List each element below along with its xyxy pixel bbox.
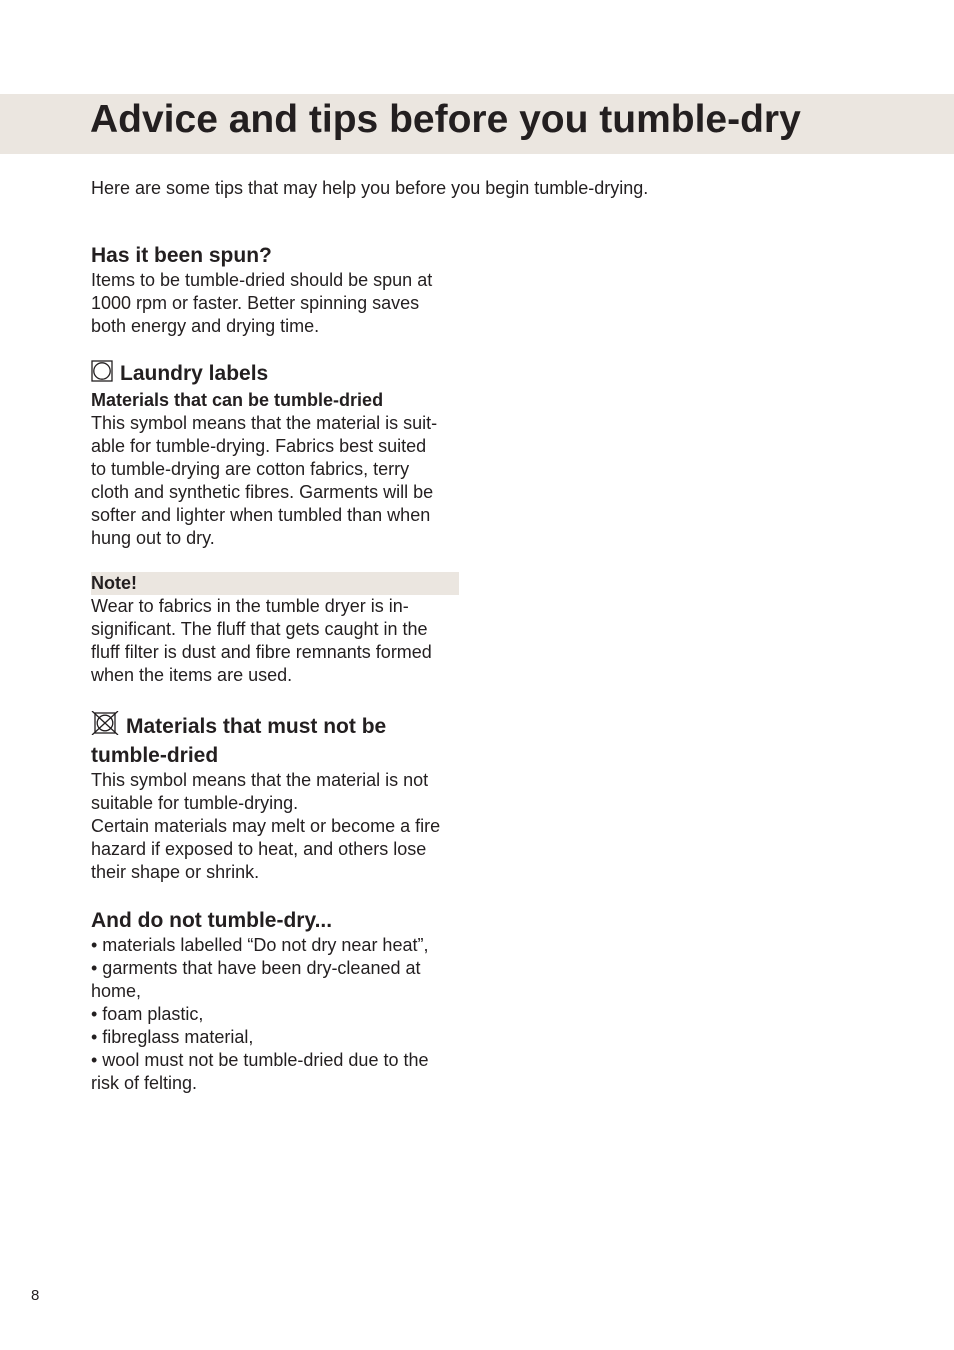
list-item: • materials labelled “Do not dry near heat”, (91, 935, 429, 955)
tumble-dry-allowed-icon (91, 360, 113, 389)
intro-text: Here are some tips that may help you before you begin tumble-drying. (91, 178, 649, 198)
page-number: 8 (31, 1287, 40, 1304)
body-line: to tumble-drying are cotton fabrics, terry (91, 459, 410, 479)
bullet-list (91, 934, 461, 1095)
page-title: Advice and tips before you tumble-dry (90, 98, 801, 141)
body-line: both energy and drying time. (91, 316, 320, 336)
body-line: cloth and synthetic fibres. Garments will be (91, 482, 434, 502)
do-not-tumble-dry-icon (91, 711, 119, 742)
note-heading: Note! (91, 572, 459, 595)
section-heading-continued: tumble-dried (91, 744, 219, 767)
body-line: suitable for tumble-drying. (91, 793, 299, 813)
body-line: fluff filter is dust and fibre remnants formed (91, 642, 432, 662)
section-spun (91, 242, 461, 338)
body-line: significant. The fluff that gets caught in the (91, 619, 428, 639)
section-heading: Has it been spun? (91, 244, 272, 267)
note-body (91, 595, 461, 687)
body-line: This symbol means that the material is suit- (91, 413, 438, 433)
body-line: Wear to fabrics in the tumble dryer is in- (91, 596, 409, 616)
body-line: Items to be tumble-dried should be spun at (91, 270, 433, 290)
body-line: 1000 rpm or faster. Better spinning saves (91, 293, 420, 313)
body-line: their shape or shrink. (91, 862, 260, 882)
section-heading: And do not tumble-dry... (91, 909, 333, 932)
body-line: able for tumble-drying. Fabrics best suited (91, 436, 427, 456)
body-line: softer and lighter when tumbled than when (91, 505, 431, 525)
list-item: risk of felting. (91, 1073, 198, 1093)
body-line: hazard if exposed to heat, and others lose (91, 839, 427, 859)
section-do-not-tumble-dry (91, 907, 461, 1095)
section-heading: Materials that must not be (126, 715, 387, 738)
list-item: • fibreglass material, (91, 1027, 254, 1047)
body-line: when the items are used. (91, 665, 293, 685)
section-laundry-labels (91, 360, 461, 550)
section-body (91, 769, 461, 884)
note-box (91, 572, 461, 687)
body-line: Certain materials may melt or become a fire (91, 816, 441, 836)
section-not-tumble-dried (91, 711, 461, 884)
section-body (91, 412, 461, 550)
section-subheading: Materials that can be tumble-dried (91, 390, 384, 410)
section-body (91, 269, 461, 338)
body-line: This symbol means that the material is not (91, 770, 429, 790)
body-line: hung out to dry. (91, 528, 215, 548)
list-item: • garments that have been dry-cleaned at (91, 958, 421, 978)
list-item: home, (91, 981, 142, 1001)
list-item: • foam plastic, (91, 1004, 204, 1024)
list-item: • wool must not be tumble-dried due to the (91, 1050, 429, 1070)
section-heading: Laundry labels (120, 362, 269, 385)
